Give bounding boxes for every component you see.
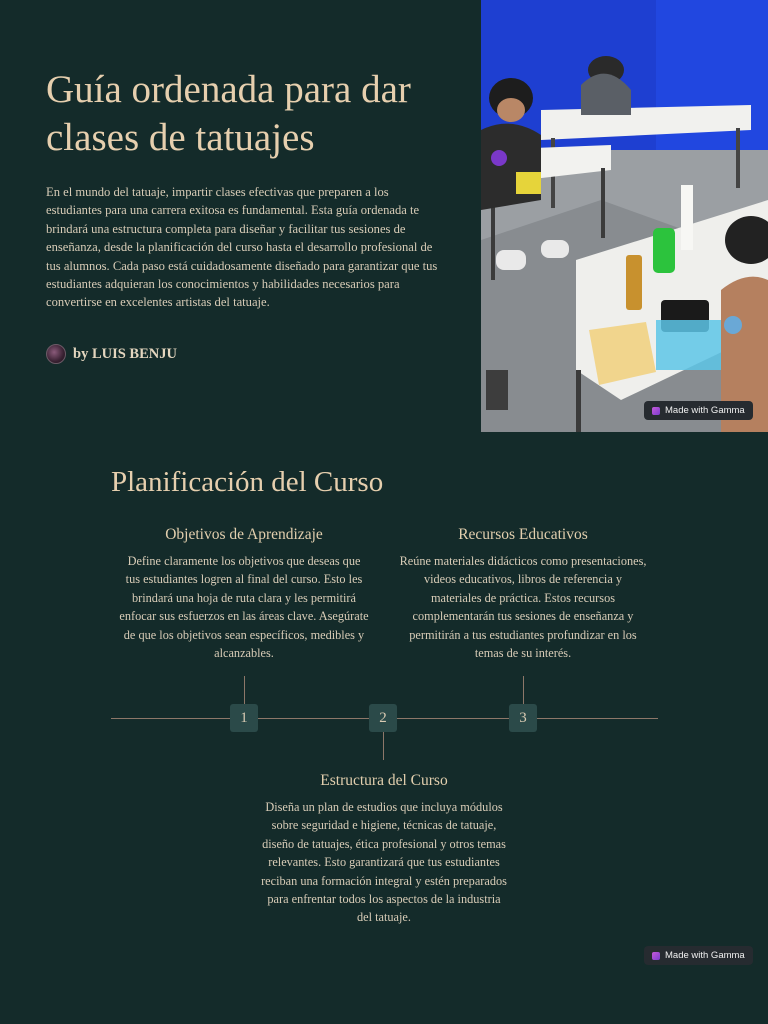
classroom-photo — [481, 0, 768, 432]
step-text: Diseña un plan de estudios que incluya módulos sobre seguridad e higiene, técnicas de tatuaje, diseño de tatuajes, ética profesional y otros temas relevantes. Esto garantizará que tus estudiantes reciban una formación integral y estén preparados para enfrentar todos los aspectos de la industria del tatuaje. — [261, 800, 507, 925]
timeline-node-2: 2 — [369, 704, 397, 732]
classroom-illustration — [481, 0, 768, 432]
timeline-connector — [244, 676, 245, 704]
badge-label: Made with Gamma — [665, 405, 745, 416]
section-title: Planificación del Curso — [111, 466, 384, 498]
author-name: by LUIS BENJU — [73, 345, 177, 362]
step-objectives — [119, 526, 369, 662]
badge-label: Made with Gamma — [665, 950, 745, 961]
made-with-gamma-badge[interactable] — [644, 401, 753, 420]
timeline-connector — [383, 732, 384, 760]
made-with-gamma-badge[interactable] — [644, 946, 753, 965]
step-resources — [398, 526, 648, 662]
step-structure — [259, 772, 509, 927]
avatar — [46, 344, 66, 364]
hero-slide — [0, 0, 768, 432]
step-text: Reúne materiales didácticos como presentaciones, videos educativos, libros de referencia y materiales de práctica. Estos recursos complementarán tus sesiones de enseñanza y permitirán a tus estudiantes profundizar en los temas de su interés. — [399, 554, 647, 661]
timeline-connector — [523, 676, 524, 704]
timeline-node-3: 3 — [509, 704, 537, 732]
timeline-node-1: 1 — [230, 704, 258, 732]
gamma-logo-icon — [652, 407, 660, 415]
page-title: Guía ordenada para dar clases de tatuajes — [46, 68, 411, 159]
step-heading: Objetivos de Aprendizaje — [165, 526, 323, 543]
author-byline — [46, 344, 177, 364]
gamma-logo-icon — [652, 952, 660, 960]
step-text: Define claramente los objetivos que deseas que tus estudiantes logren al final del curso. Esto les brindará una hoja de ruta clara y les permitirá enfocar sus esfuerzos en las áreas clave. Asegúrate de que los objetivos sean específicos, medibles y alcanzables. — [119, 554, 369, 661]
intro-paragraph: En el mundo del tatuaje, impartir clases efectivas que preparen a los estudiantes para una carrera exitosa es fundamental. Esta guía ordenada te brindará una estructura completa para diseñar y facilitar tus sesiones de enseñanza, desde la planificación del curso hasta el desarrollo profesional de tus alumnos. Cada paso está cuidadosamente diseñado para garantizar que tus estudiantes adquieran los conocimientos y habilidades necesarios para convertirse en excelentes artistas del tatuaje. — [46, 185, 438, 310]
step-heading: Recursos Educativos — [458, 526, 588, 543]
step-heading: Estructura del Curso — [320, 772, 448, 789]
